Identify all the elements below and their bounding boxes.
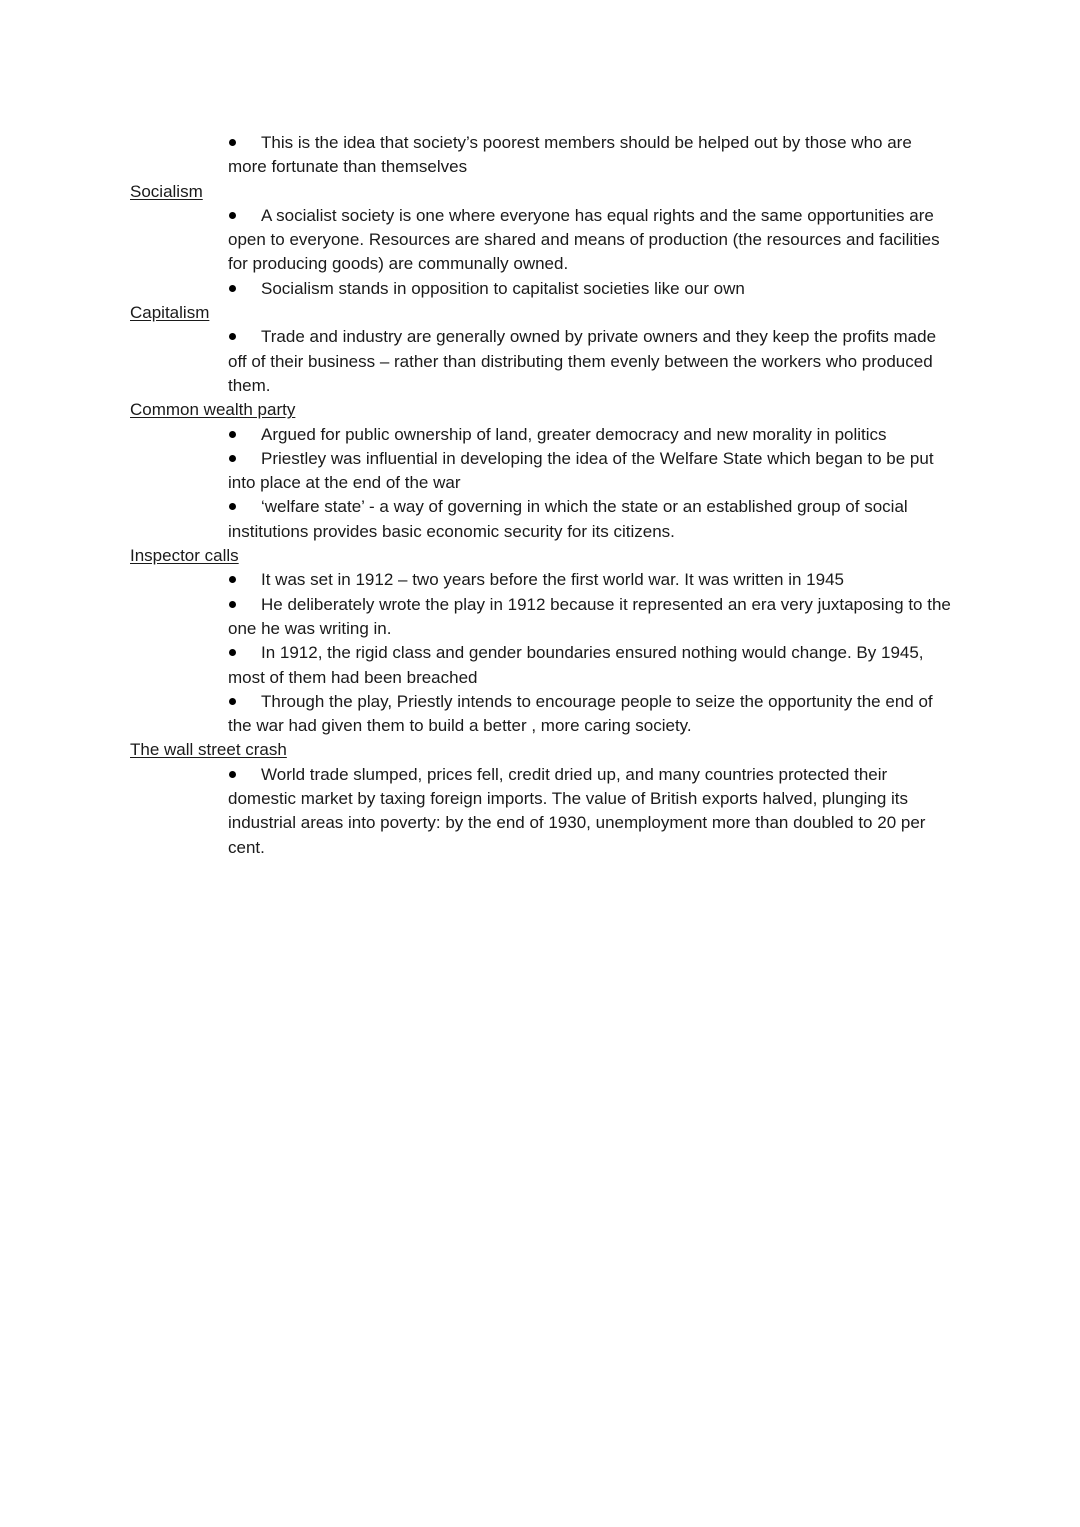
- bullet-text: Trade and industry are generally owned by private owners and they keep the profits made off of their business – rather than distributing them evenly between the workers who produced them.: [228, 327, 937, 395]
- list-item: [228, 277, 953, 301]
- list-item: [228, 568, 953, 592]
- list-item: [228, 593, 953, 642]
- bullet-text: Argued for public ownership of land, greater democracy and new morality in politics: [261, 424, 887, 444]
- bullet-icon: [228, 131, 261, 155]
- bullet-icon: [228, 593, 261, 617]
- bullet-text: It was set in 1912 – two years before the first world war. It was written in 1945: [261, 570, 844, 590]
- list-item: [228, 763, 953, 860]
- section-heading-inspector-calls: Inspector calls: [130, 546, 239, 566]
- bullet-text: This is the idea that society’s poorest members should be helped out by those who are more fortunate than themselves: [228, 133, 912, 177]
- bullet-icon: [228, 277, 261, 301]
- document-page: [0, 131, 1080, 860]
- list-item: [228, 325, 953, 398]
- bullet-icon: [228, 763, 261, 787]
- bullet-icon: [228, 325, 261, 349]
- bullet-icon: [228, 495, 261, 519]
- bullet-icon: [228, 204, 261, 228]
- section-heading-common-wealth-party: Common wealth party: [130, 400, 296, 420]
- list-item: [228, 447, 953, 496]
- bullet-text: World trade slumped, prices fell, credit dried up, and many countries protected their domestic market by taxing foreign imports. The value of British exports halved, plunging its industrial areas into poverty: by the end of 1930, unemployment more than doubled to 20 per cent.: [228, 764, 926, 857]
- bullet-text: Through the play, Priestly intends to encourage people to seize the opportunity the end of the war had given them to build a better , more caring society.: [228, 691, 933, 736]
- bullet-icon: [228, 641, 261, 665]
- bullet-text: Socialism stands in opposition to capitalist societies like our own: [261, 278, 745, 298]
- list-item: [228, 131, 953, 180]
- section-heading-socialism: Socialism: [130, 181, 203, 201]
- list-item: [228, 423, 953, 447]
- bullet-icon: [228, 568, 261, 592]
- list-item: [228, 641, 953, 690]
- bullet-text: In 1912, the rigid class and gender boundaries ensured nothing would change. By 1945, most of them had been breached: [228, 643, 924, 687]
- bullet-text: ‘welfare state’ - a way of governing in which the state or an established group of social institutions provides basic economic security for its citizens.: [228, 497, 908, 541]
- bullet-icon: [228, 423, 261, 447]
- bullet-icon: [228, 690, 261, 714]
- section-heading-wall-street-crash: The wall street crash: [130, 740, 287, 760]
- bullet-text: He deliberately wrote the play in 1912 because it represented an era very juxtaposing to the one he was writing in.: [228, 594, 951, 638]
- section-heading-capitalism: Capitalism: [130, 303, 210, 323]
- bullet-text: A socialist society is one where everyone has equal rights and the same opportunities are open to everyone. Resources are shared and means of production (the resources and facilities for producing goods) are communally owned.: [228, 205, 940, 274]
- bullet-text: Priestley was influential in developing the idea of the Welfare State which began to be put into place at the end of the war: [228, 448, 934, 493]
- list-item: [228, 690, 953, 739]
- list-item: [228, 204, 953, 277]
- bullet-icon: [228, 447, 261, 471]
- list-item: [228, 495, 953, 544]
